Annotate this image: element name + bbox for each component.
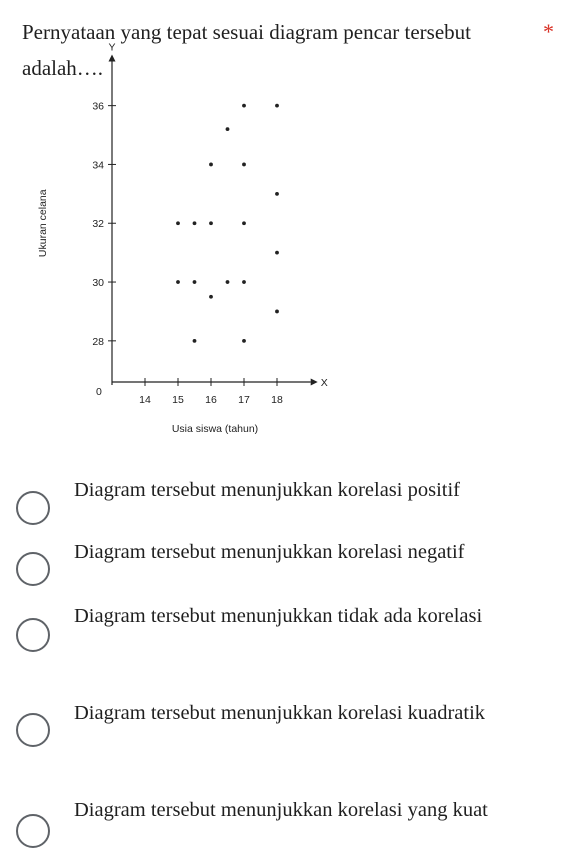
data-point	[209, 221, 213, 225]
y-tick-label: 30	[92, 277, 104, 290]
chart-axes	[109, 55, 318, 386]
radio-button[interactable]	[16, 814, 50, 848]
chart-ticks	[92, 101, 283, 406]
y-tick-label: 36	[92, 100, 104, 113]
origin-label: 0	[96, 386, 102, 398]
radio-button[interactable]	[16, 713, 50, 747]
radio-button[interactable]	[16, 491, 50, 525]
data-point	[242, 280, 246, 284]
required-asterisk: *	[543, 19, 554, 44]
data-point	[242, 163, 246, 167]
data-point	[242, 221, 246, 225]
option-label: Diagram tersebut menunjukkan korelasi negatif	[74, 541, 465, 563]
option-label: Diagram tersebut menunjukkan korelasi positif	[74, 479, 460, 501]
x-tick-label: 14	[139, 394, 151, 406]
x-axis-label: Usia siswa (tahun)	[171, 423, 259, 435]
data-point	[193, 221, 197, 225]
y-tick-label: 28	[92, 335, 104, 348]
radio-button[interactable]	[16, 552, 50, 586]
y-axis-letter: Y	[108, 41, 116, 54]
data-point	[242, 104, 246, 108]
question-text: Pernyataan yang tepat sesuai diagram pencar tersebut adalah….	[22, 20, 471, 80]
x-tick-label: 16	[205, 394, 217, 406]
y-tick-label: 34	[92, 159, 104, 172]
y-tick-label: 32	[92, 218, 104, 231]
data-point	[176, 280, 180, 284]
data-point	[209, 295, 213, 299]
data-point	[275, 251, 279, 255]
data-point	[275, 192, 279, 196]
data-point	[226, 280, 230, 284]
data-point	[242, 339, 246, 343]
data-point	[275, 104, 279, 108]
x-tick-label: 15	[172, 394, 184, 406]
x-tick-label: 17	[238, 394, 250, 406]
data-point	[193, 280, 197, 284]
data-point	[209, 163, 213, 167]
radio-button[interactable]	[16, 618, 50, 652]
option-label: Diagram tersebut menunjukkan tidak ada korelasi	[74, 605, 483, 627]
x-axis-letter: X	[320, 377, 328, 389]
option-label: Diagram tersebut menunjukkan korelasi yang kuat	[74, 799, 488, 821]
option-label: Diagram tersebut menunjukkan korelasi kuadratik	[74, 702, 486, 724]
data-point	[275, 310, 279, 314]
chart-points	[176, 104, 279, 343]
y-axis-label: Ukuran celana	[37, 189, 49, 258]
x-axis-arrow	[311, 379, 318, 386]
data-point	[226, 127, 230, 131]
data-point	[176, 221, 180, 225]
data-point	[193, 339, 197, 343]
x-tick-label: 18	[271, 394, 283, 406]
